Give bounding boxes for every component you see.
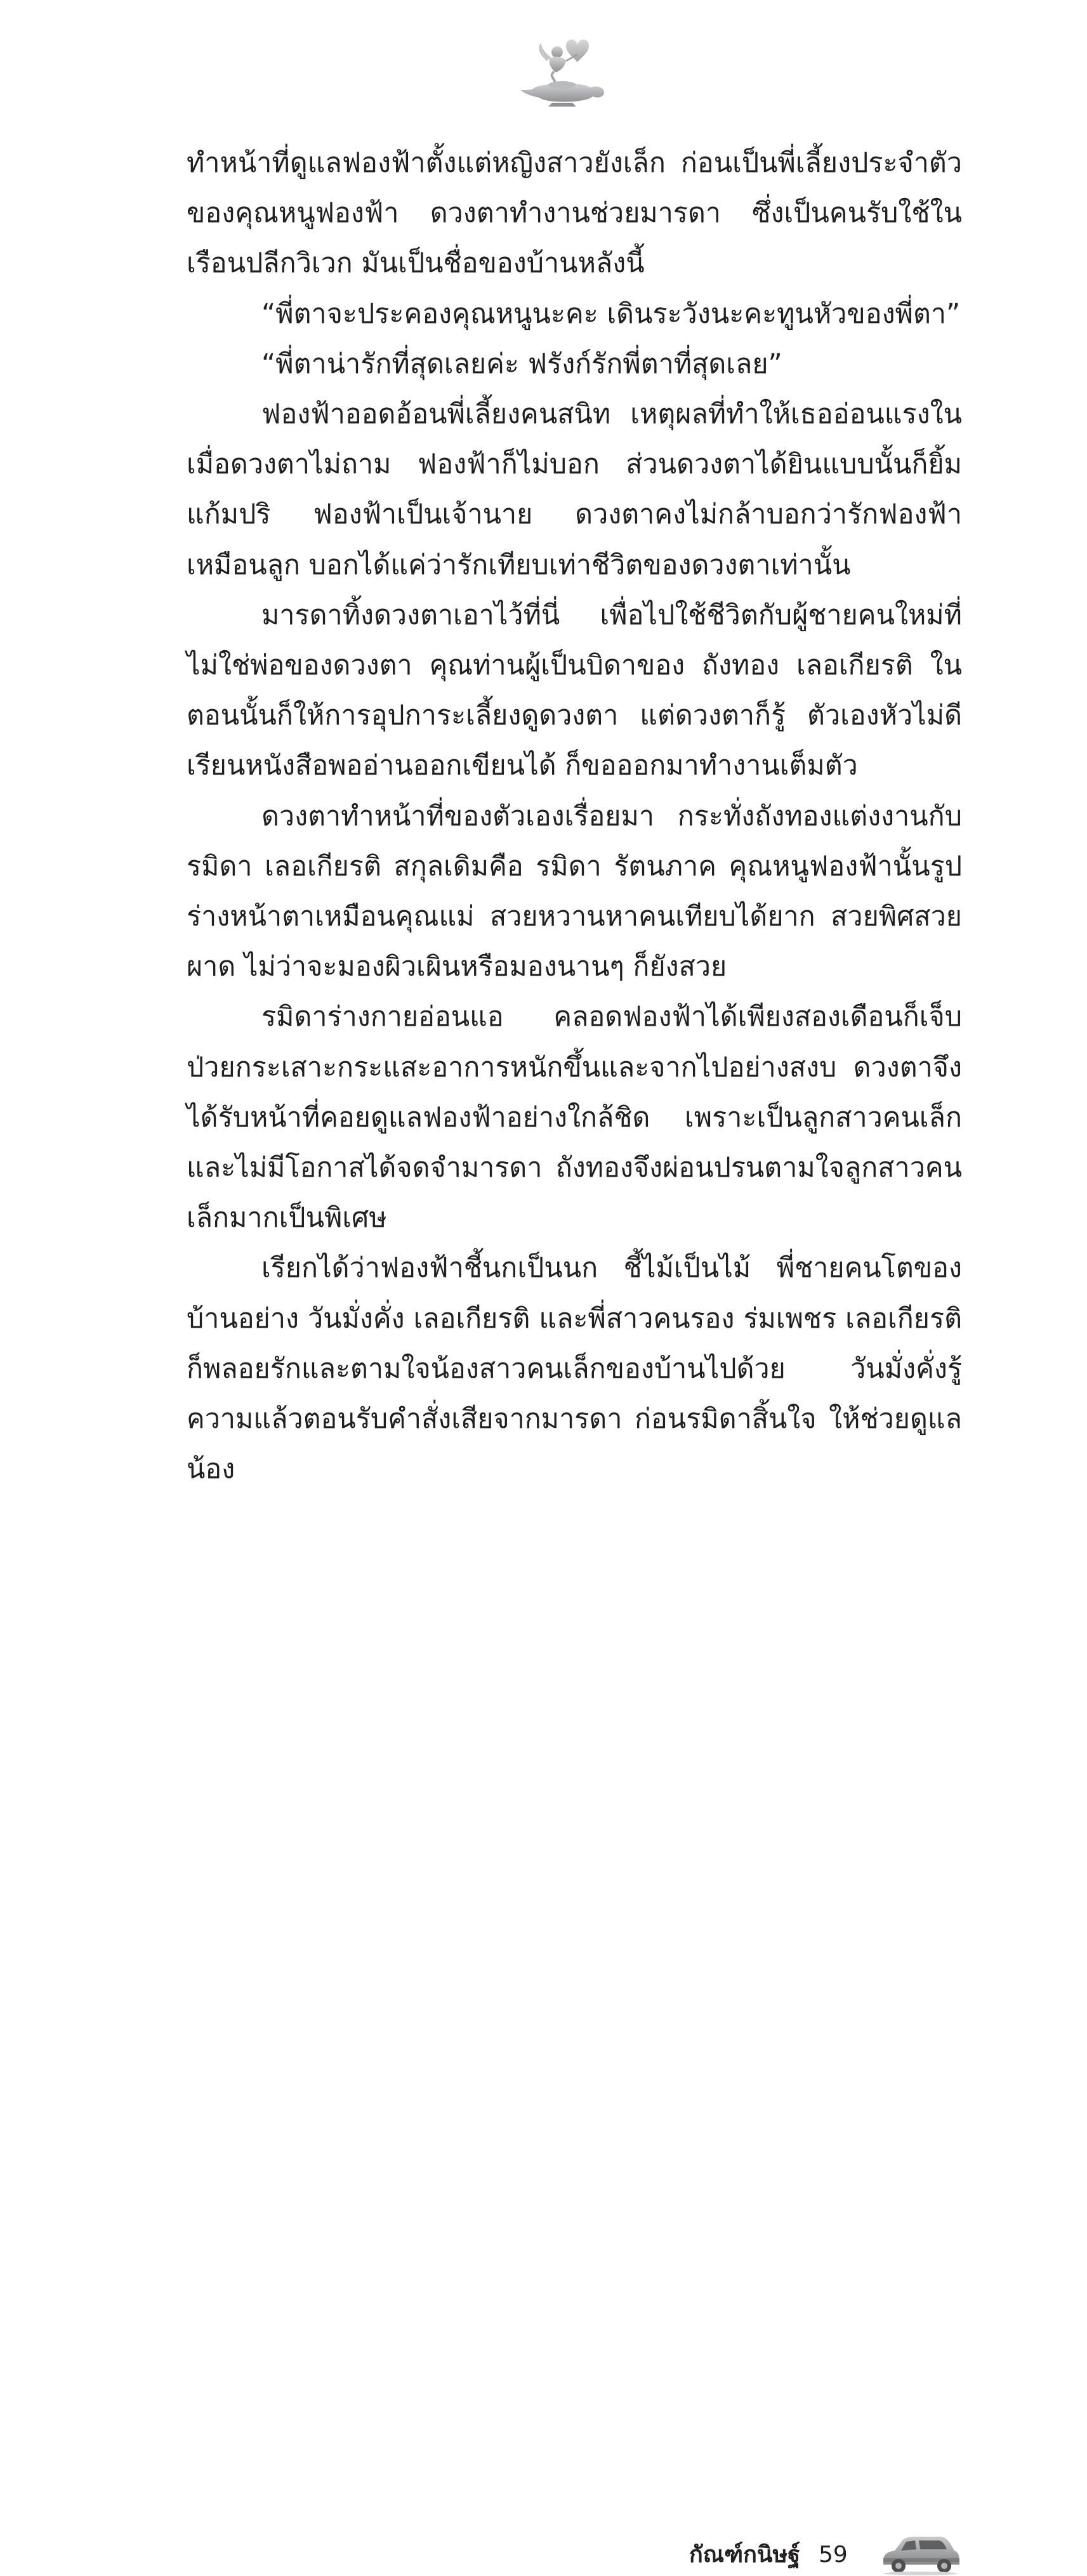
page-number: 59: [819, 2542, 848, 2568]
paragraph: เรียกได้ว่าฟองฟ้าชี้นกเป็นนก ชี้ไม้เป็นไม้ พี่ชายคนโตของบ้านอย่าง วันมั่งคั่ง เลอเกียรติ และพี่สาวคนรอง ร่มเพชร เลอเกียรติก็พลอยรักและตามใจน้องสาวคนเล็กของบ้านไปด้วย วันมั่งคั่งรู้ความแล้วตอนรับคำสั่งเสียจากมารดา ก่อนรมิดาสิ้นใจ ให้ช่วยดูแลน้อง: [187, 1252, 962, 1486]
dialogue-line: “พี่ตาน่ารักที่สุดเลยค่ะ ฟรังก์รักพี่ตาที่สุดเลย”: [261, 348, 782, 380]
car-icon: [878, 2532, 962, 2576]
author-name: กัณฑ์กนิษฐ์: [689, 2542, 801, 2568]
paragraph: มารดาทิ้งดวงตาเอาไว้ที่นี่ เพื่อไปใช้ชีวิตกับผู้ชายคนใหม่ที่ไม่ใช่พ่อของดวงตา คุณท่านผู้เป็นบิดาของ ถังทอง เลอเกียรติ ในตอนนั้นก็ให้การอุปการะเลี้ยงดูดวงตา แต่ดวงตาก็รู้ ตัวเองหัวไม่ดี เรียนหนังสือพออ่านออกเขียนได้ ก็ขอออกมาทำงานเต็มตัว: [187, 599, 962, 782]
paragraph: ทำหน้าที่ดูแลฟองฟ้าตั้งแต่หญิงสาวยังเล็ก ก่อนเป็นพี่เลี้ยงประจำตัวของคุณหนูฟองฟ้า ดวงตาทำงานช่วยมารดา ซึ่งเป็นคนรับใช้ในเรือนปลีกวิเวก มันเป็นชื่อของบ้านหลังนี้: [187, 147, 962, 280]
paragraph: ฟองฟ้าออดอ้อนพี่เลี้ยงคนสนิท เหตุผลที่ทำให้เธออ่อนแรงในเมื่อดวงตาไม่ถาม ฟองฟ้าก็ไม่บอก ส่วนดวงตาได้ยินแบบนั้นก็ยิ้มแก้มปริ ฟองฟ้าเป็นเจ้านาย ดวงตาคงไม่กล้าบอกว่ารักฟองฟ้าเหมือนลูก บอกได้แค่ว่ารักเทียบเท่าชีวิตของดวงตาเท่านั้น: [187, 398, 962, 581]
paragraph: ดวงตาทำหน้าที่ของตัวเองเรื่อยมา กระทั่งถังทองแต่งงานกับรมิดา เลอเกียรติ สกุลเดิมคือ รมิดา รัตนภาค คุณหนูฟองฟ้านั้นรูปร่างหน้าตาเหมือนคุณแม่ สวยหวานหาคนเทียบได้ยาก สวยพิศสวยผาด ไม่ว่าจะมองผิวเผินหรือมองนานๆ ก็ยังสวย: [187, 800, 962, 983]
dialogue-line: “พี่ตาจะประคองคุณหนูนะคะ เดินระวังนะคะทูนหัวของพี่ตา”: [261, 297, 961, 330]
paragraph: รมิดาร่างกายอ่อนแอ คลอดฟองฟ้าได้เพียงสองเดือนก็เจ็บป่วยกระเสาะกระแสะอาการหนักขึ้นและจากไปอย่างสงบ ดวงตาจึงได้รับหน้าที่คอยดูแลฟองฟ้าอย่างใกล้ชิด เพราะเป็นลูกสาวคนเล็ก และไม่มีโอกาสได้จดจำมารดา ถังทองจึงผ่อนปรนตามใจลูกสาวคนเล็กมากเป็นพิเศษ: [187, 1001, 962, 1234]
lamp-cupid-heart-ornament-icon: [511, 33, 613, 109]
